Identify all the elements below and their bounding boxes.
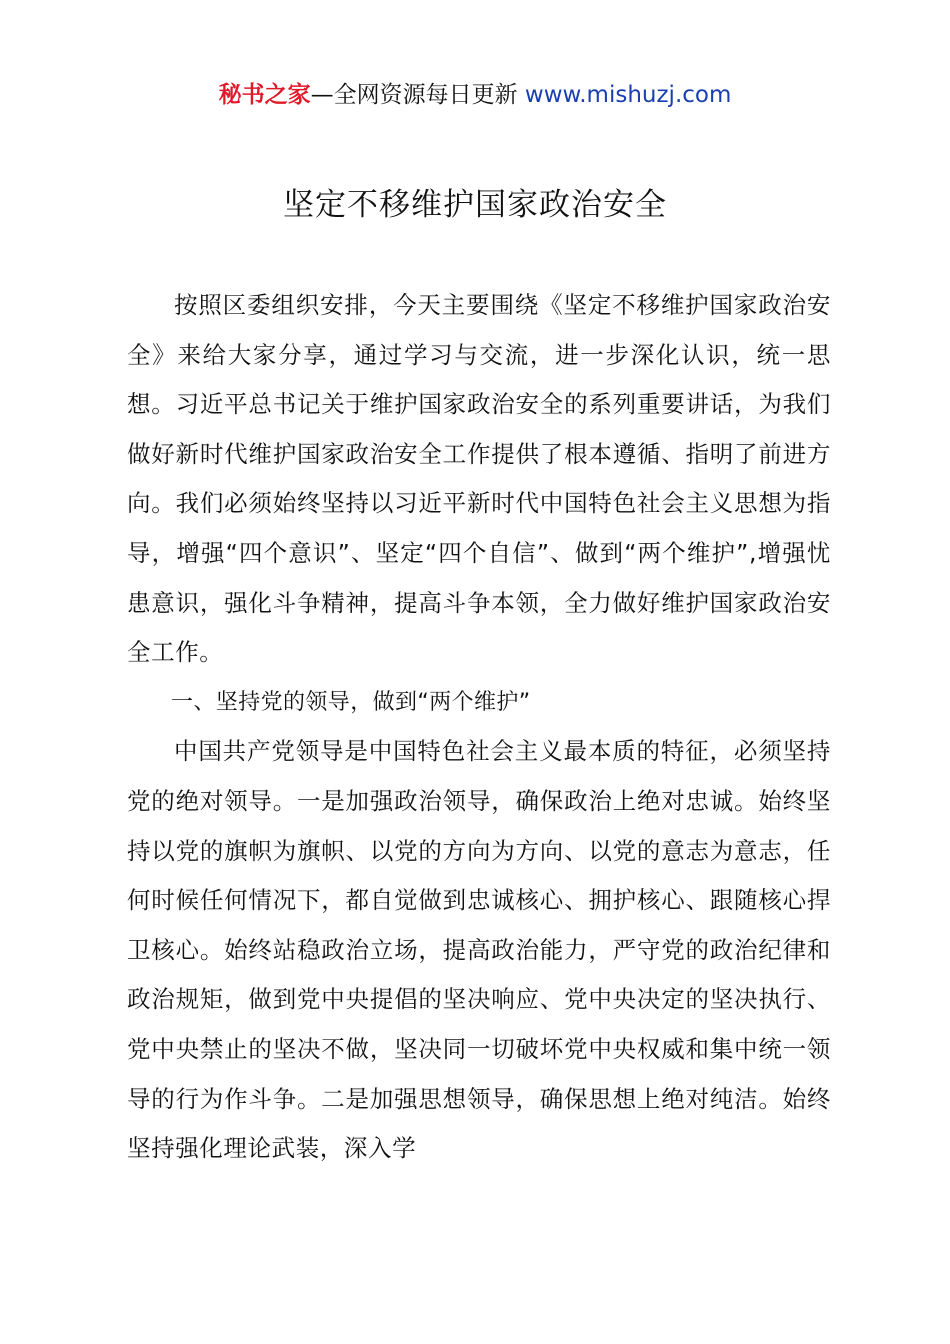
document-body [127, 281, 831, 1174]
document-title: 坚定不移维护国家政治安全 [283, 187, 667, 223]
site-header [0, 78, 950, 112]
section-paragraph: 中国共产党领导是中国特色社会主义最本质的特征，必须坚持党的绝对领导。一是加强政治领导，确保政治上绝对忠诚。始终坚持以党的旗帜为旗帜、以党的方向为方向、以党的意志为意志，任何时候任何情况下，都自觉做到忠诚核心、拥护核心、跟随核心捍卫核心。始终站稳政治立场，提高政治能力，严守党的政治纪律和政治规矩，做到党中央提倡的坚决响应、党中央决定的坚决执行、党中央禁止的坚决不做，坚决同一切破坏党中央权威和集中统一领导的行为作斗争。二是加强思想领导，确保思想上绝对纯洁。始终坚持强化理论武装，深入学 [127, 737, 831, 1163]
site-tagline: —全网资源每日更新 [310, 82, 525, 108]
site-url-link[interactable]: www.mishuzj.com [524, 82, 732, 108]
site-brand: 秘书之家 [218, 82, 311, 108]
section-heading: 一、坚持党的领导，做到“两个维护” [171, 689, 531, 715]
intro-paragraph: 按照区委组织安排，今天主要围绕《坚定不移维护国家政治安全》来给大家分享，通过学习与交流，进一步深化认识，统一思想。习近平总书记关于维护国家政治安全的系列重要讲话，为我们做好新时代维护国家政治安全工作提供了根本遵循、指明了前进方向。我们必须始终坚持以习近平新时代中国特色社会主义思想为指导，增强“四个意识”、坚定“四个自信”、做到“两个维护”,增强忧患意识，强化斗争精神，提高斗争本领，全力做好维护国家政治安全工作。 [127, 291, 831, 667]
